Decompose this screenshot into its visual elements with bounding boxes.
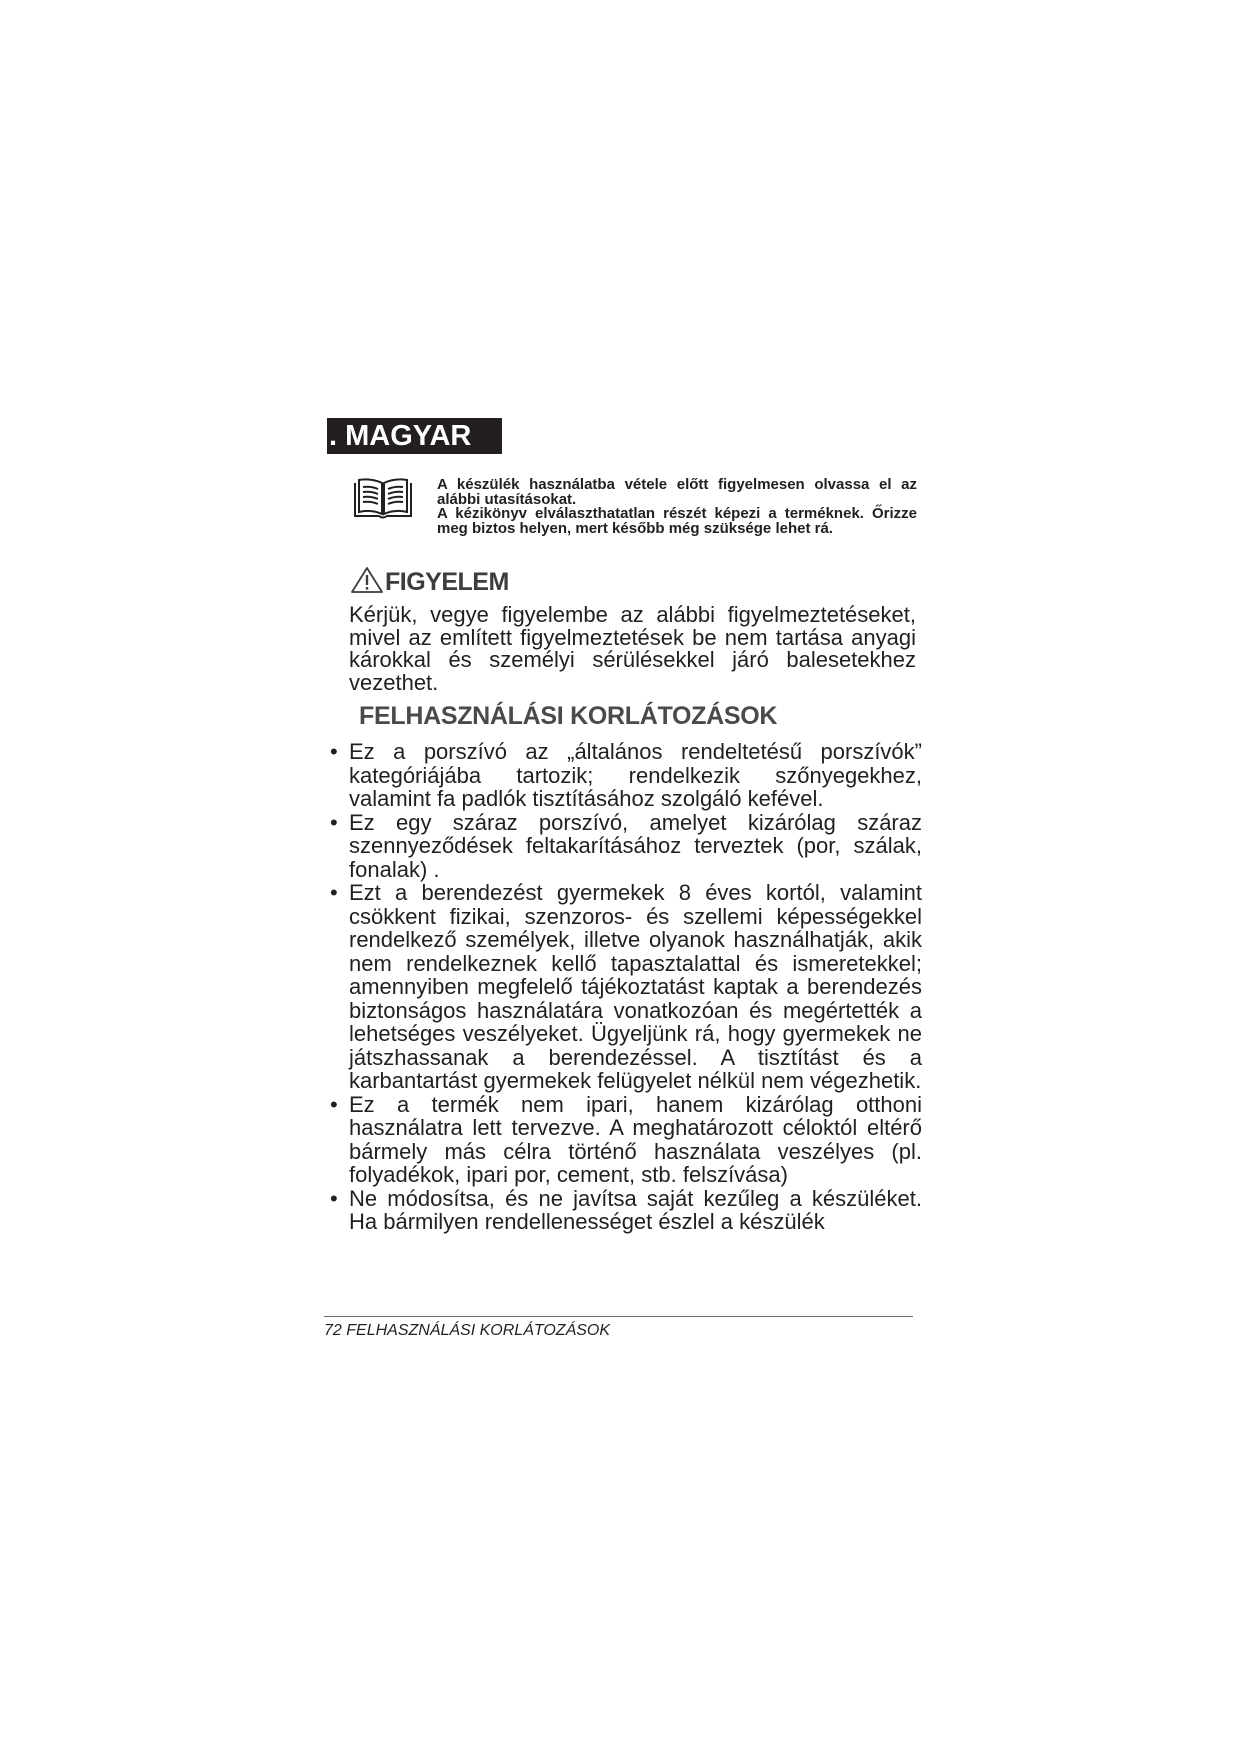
intro-paragraph-read-instructions: A készülék használatba vétele előtt figyelmesen olvassa el az alábbi utasításokat.	[437, 476, 917, 508]
footer-divider	[324, 1316, 913, 1317]
list-item-text: Ez a termék nem ipari, hanem kizárólag otthoni használatra lett tervezve. A meghatározott céloktól eltérő bármely más célra történő használata veszélyes (pl. folyadékok, ipari por, cement, stb. felszívása)	[349, 1091, 922, 1187]
bullet: •	[330, 1091, 338, 1117]
intro-paragraph-keep-manual: A kézikönyv elválaszthatatlan részét képezi a terméknek. Őrizze meg biztos helyen, mert később még szüksége lehet rá.	[437, 505, 917, 537]
book-icon	[352, 478, 414, 520]
bullet: •	[330, 880, 338, 905]
bullet: •	[330, 809, 338, 835]
warning-heading-label: FIGYELEM	[385, 568, 509, 596]
bullet: •	[330, 739, 338, 764]
warning-triangle-icon	[350, 566, 384, 594]
intro-notice	[437, 478, 917, 536]
warning-heading	[350, 563, 509, 597]
language-banner: . MAGYAR	[327, 418, 502, 454]
list-item-text: Ez egy száraz porszívó, amelyet kizárólag száraz szennyeződések feltakarításához terveztek (por, szálak, fonalak) .	[349, 809, 922, 882]
page-footer: 72 FELHASZNÁLÁSI KORLÁTOZÁSOK	[324, 1322, 611, 1339]
list-item	[330, 811, 922, 882]
section-title: FELHASZNÁLÁSI KORLÁTOZÁSOK	[359, 702, 778, 730]
list-item-text: Ez a porszívó az „általános rendeltetésű porszívók” kategóriájába tartozik; rendelkezik szőnyegekhez, valamint fa padlók tisztításához szolgáló kefével.	[349, 739, 922, 811]
list-item	[330, 881, 922, 1093]
list-item-text: Ezt a berendezést gyermekek 8 éves kortól, valamint csökkent fizikai, szenzoros- és szellemi képességekkel rendelkező személyek, illetve olyanok használhatják, akik nem rendelkeznek kellő tapasztalattal és ismeretekkel; amennyiben megfelelő tájékoztatást kaptak a berendezés biztonságos használatára vonatkozóan és megértették a lehetséges veszélyeket. Ügyeljünk rá, hogy gyermekek ne játszhassanak a berendezéssel. A tisztítást és a karbantartást gyermekek felügyelet nélkül nem végezhetik.	[349, 880, 922, 1093]
bullet: •	[330, 1185, 338, 1211]
list-item-text: Ne módosítsa, és ne javítsa saját kezűleg a készüléket. Ha bármilyen rendellenességet észlel a készülék	[349, 1185, 922, 1234]
restrictions-list	[330, 740, 922, 1234]
list-item	[330, 1093, 922, 1187]
list-item	[330, 740, 922, 811]
list-item	[330, 1187, 922, 1234]
warning-text: Kérjük, vegye figyelembe az alábbi figyelmeztetéseket, mivel az említett figyelmeztetések be nem tartása anyagi károkkal és személyi sérülésekkel járó balesetekhez vezethet.	[349, 602, 916, 695]
